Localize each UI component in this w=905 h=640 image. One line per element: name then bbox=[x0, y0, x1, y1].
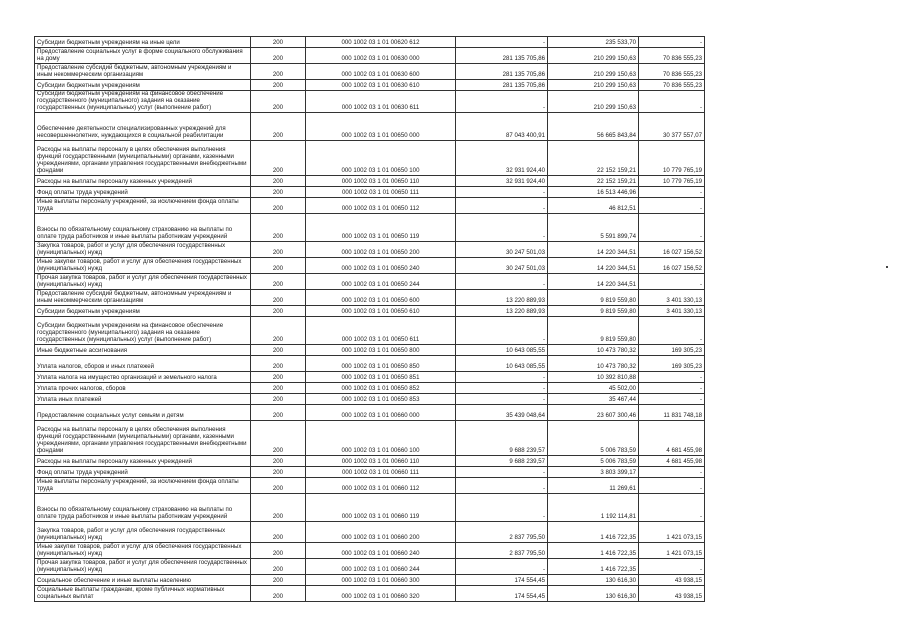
budget-code-cell: 000 1002 03 1 01 00650 000 bbox=[306, 112, 456, 140]
executed-amount-cell: 10 473 780,32 bbox=[548, 344, 639, 355]
executed-amount-cell: 22 152 159,21 bbox=[548, 140, 639, 175]
line-code-cell: 200 bbox=[251, 574, 306, 585]
line-code-cell: 200 bbox=[251, 371, 306, 382]
line-code-cell: 200 bbox=[251, 140, 306, 175]
table-row bbox=[35, 521, 705, 542]
executed-amount-cell: 1 192 114,81 bbox=[548, 493, 639, 521]
table-row bbox=[35, 393, 705, 404]
executed-amount-cell: 9 819 559,80 bbox=[548, 316, 639, 344]
unexecuted-amount-cell: 43 938,15 bbox=[639, 574, 705, 585]
row-name-cell: Субсидии бюджетным учреждениям на финансовое обеспечение государственного (муниципального) задания на оказание государственных (муниципальных) услуг (выполнение работ) bbox=[35, 91, 251, 113]
table-row bbox=[35, 197, 705, 213]
unexecuted-amount-cell: 70 836 555,23 bbox=[639, 80, 705, 91]
row-name-cell: Предоставление субсидий бюджетным, автономным учреждениям и иным некоммерческим организациям bbox=[35, 289, 251, 305]
line-code-cell: 200 bbox=[251, 521, 306, 542]
unexecuted-amount-cell: 1 421 073,15 bbox=[639, 542, 705, 558]
row-name-cell: Уплата прочих налогов, сборов bbox=[35, 382, 251, 393]
row-name-cell: Предоставление социальных услуг в форме социального обслуживания на дому bbox=[35, 48, 251, 64]
executed-amount-cell: 5 591 899,74 bbox=[548, 213, 639, 241]
budget-code-cell: 000 1002 03 1 01 00660 200 bbox=[306, 521, 456, 542]
row-name-cell: Расходы на выплаты персоналу казенных учреждений bbox=[35, 455, 251, 466]
executed-amount-cell: 10 473 780,32 bbox=[548, 355, 639, 371]
approved-amount-cell: 281 135 705,86 bbox=[456, 48, 548, 64]
unexecuted-amount-cell: 70 836 555,23 bbox=[639, 64, 705, 80]
line-code-cell: 200 bbox=[251, 344, 306, 355]
row-name-cell: Иные закупки товаров, работ и услуг для обеспечения государственных (муниципальных) нужд bbox=[35, 542, 251, 558]
approved-amount-cell: - bbox=[456, 466, 548, 477]
budget-code-cell: 000 1002 03 1 01 00650 200 bbox=[306, 241, 456, 257]
row-name-cell: Расходы на выплаты персоналу в целях обеспечения выполнения функций государственными (муниципальными) органами, казенными учреждениями, органами управления государственными внебюджетными фондами bbox=[35, 140, 251, 175]
budget-code-cell: 000 1002 03 1 01 00650 112 bbox=[306, 197, 456, 213]
approved-amount-cell: - bbox=[456, 197, 548, 213]
executed-amount-cell: 130 616,30 bbox=[548, 574, 639, 585]
table-row bbox=[35, 455, 705, 466]
unexecuted-amount-cell: 16 027 156,52 bbox=[639, 257, 705, 273]
unexecuted-amount-cell: - bbox=[639, 493, 705, 521]
row-name-cell: Уплата налога на имущество организаций и земельного налога bbox=[35, 371, 251, 382]
budget-code-cell: 000 1002 03 1 01 00650 119 bbox=[306, 213, 456, 241]
executed-amount-cell: 45 502,00 bbox=[548, 382, 639, 393]
line-code-cell: 200 bbox=[251, 305, 306, 316]
table-row bbox=[35, 37, 705, 48]
table-row bbox=[35, 371, 705, 382]
unexecuted-amount-cell: - bbox=[639, 316, 705, 344]
unexecuted-amount-cell: - bbox=[639, 371, 705, 382]
approved-amount-cell: 2 837 795,50 bbox=[456, 521, 548, 542]
line-code-cell: 200 bbox=[251, 197, 306, 213]
row-name-cell: Прочая закупка товаров, работ и услуг для обеспечения государственных (муниципальных) нужд bbox=[35, 558, 251, 574]
table-row bbox=[35, 574, 705, 585]
budget-code-cell: 000 1002 03 1 01 00630 610 bbox=[306, 80, 456, 91]
row-name-cell: Субсидии бюджетным учреждениям bbox=[35, 305, 251, 316]
row-name-cell: Предоставление субсидий бюджетным, автономным учреждениям и иным некоммерческим организациям bbox=[35, 64, 251, 80]
executed-amount-cell: 16 513 446,96 bbox=[548, 186, 639, 197]
budget-code-cell: 000 1002 03 1 01 00620 612 bbox=[306, 37, 456, 48]
table-row bbox=[35, 466, 705, 477]
approved-amount-cell: 13 220 889,93 bbox=[456, 305, 548, 316]
budget-code-cell: 000 1002 03 1 01 00660 110 bbox=[306, 455, 456, 466]
approved-amount-cell: 32 931 924,40 bbox=[456, 175, 548, 186]
line-code-cell: 200 bbox=[251, 455, 306, 466]
table-row bbox=[35, 493, 705, 521]
approved-amount-cell: - bbox=[456, 558, 548, 574]
table-row bbox=[35, 91, 705, 113]
approved-amount-cell: 30 247 501,03 bbox=[456, 241, 548, 257]
table-row bbox=[35, 175, 705, 186]
budget-code-cell: 000 1002 03 1 01 00630 611 bbox=[306, 91, 456, 113]
table-row bbox=[35, 273, 705, 289]
approved-amount-cell: - bbox=[456, 393, 548, 404]
table-row bbox=[35, 355, 705, 371]
line-code-cell: 200 bbox=[251, 48, 306, 64]
budget-code-cell: 000 1002 03 1 01 00660 320 bbox=[306, 585, 456, 601]
row-name-cell: Закупка товаров, работ и услуг для обеспечения государственных (муниципальных) нужд bbox=[35, 521, 251, 542]
line-code-cell: 200 bbox=[251, 382, 306, 393]
unexecuted-amount-cell: - bbox=[639, 466, 705, 477]
table-row bbox=[35, 186, 705, 197]
executed-amount-cell: 3 803 399,17 bbox=[548, 466, 639, 477]
budget-code-cell: 000 1002 03 1 01 00650 851 bbox=[306, 371, 456, 382]
executed-amount-cell: 210 299 150,63 bbox=[548, 80, 639, 91]
unexecuted-amount-cell: - bbox=[639, 558, 705, 574]
executed-amount-cell: 1 416 722,35 bbox=[548, 521, 639, 542]
unexecuted-amount-cell: - bbox=[639, 37, 705, 48]
row-name-cell: Субсидии бюджетным учреждениям на иные цели bbox=[35, 37, 251, 48]
line-code-cell: 200 bbox=[251, 466, 306, 477]
line-code-cell: 200 bbox=[251, 493, 306, 521]
table-row bbox=[35, 305, 705, 316]
row-name-cell: Социальное обеспечение и иные выплаты населению bbox=[35, 574, 251, 585]
row-name-cell: Фонд оплаты труда учреждений bbox=[35, 466, 251, 477]
approved-amount-cell: - bbox=[456, 371, 548, 382]
approved-amount-cell: 174 554,45 bbox=[456, 574, 548, 585]
budget-code-cell: 000 1002 03 1 01 00650 800 bbox=[306, 344, 456, 355]
unexecuted-amount-cell: 30 377 557,07 bbox=[639, 112, 705, 140]
line-code-cell: 200 bbox=[251, 257, 306, 273]
executed-amount-cell: 235 533,70 bbox=[548, 37, 639, 48]
table-row bbox=[35, 213, 705, 241]
approved-amount-cell: 174 554,45 bbox=[456, 585, 548, 601]
approved-amount-cell: 35 439 048,64 bbox=[456, 404, 548, 420]
approved-amount-cell: 9 688 239,57 bbox=[456, 455, 548, 466]
line-code-cell: 200 bbox=[251, 558, 306, 574]
budget-code-cell: 000 1002 03 1 01 00660 244 bbox=[306, 558, 456, 574]
executed-amount-cell: 46 812,51 bbox=[548, 197, 639, 213]
unexecuted-amount-cell: 70 836 555,23 bbox=[639, 48, 705, 64]
row-name-cell: Иные выплаты персоналу учреждений, за исключением фонда оплаты труда bbox=[35, 477, 251, 493]
line-code-cell: 200 bbox=[251, 213, 306, 241]
approved-amount-cell: 9 688 239,57 bbox=[456, 420, 548, 455]
table-row bbox=[35, 257, 705, 273]
row-name-cell: Предоставление социальных услуг семьям и детям bbox=[35, 404, 251, 420]
budget-code-cell: 000 1002 03 1 01 00650 600 bbox=[306, 289, 456, 305]
budget-code-cell: 000 1002 03 1 01 00650 240 bbox=[306, 257, 456, 273]
row-name-cell: Социальные выплаты гражданам, кроме публичных нормативных социальных выплат bbox=[35, 585, 251, 601]
line-code-cell: 200 bbox=[251, 420, 306, 455]
approved-amount-cell: 10 643 085,55 bbox=[456, 355, 548, 371]
budget-code-cell: 000 1002 03 1 01 00650 852 bbox=[306, 382, 456, 393]
executed-amount-cell: 9 819 559,80 bbox=[548, 305, 639, 316]
row-name-cell: Фонд оплаты труда учреждений bbox=[35, 186, 251, 197]
approved-amount-cell: 30 247 501,03 bbox=[456, 257, 548, 273]
scan-speck bbox=[886, 266, 888, 268]
line-code-cell: 200 bbox=[251, 273, 306, 289]
executed-amount-cell: 10 392 810,88 bbox=[548, 371, 639, 382]
approved-amount-cell: - bbox=[456, 213, 548, 241]
budget-code-cell: 000 1002 03 1 01 00650 610 bbox=[306, 305, 456, 316]
executed-amount-cell: 1 416 722,35 bbox=[548, 542, 639, 558]
approved-amount-cell: 2 837 795,50 bbox=[456, 542, 548, 558]
unexecuted-amount-cell: 3 401 330,13 bbox=[639, 305, 705, 316]
unexecuted-amount-cell: 4 681 455,98 bbox=[639, 455, 705, 466]
executed-amount-cell: 22 152 159,21 bbox=[548, 175, 639, 186]
budget-code-cell: 000 1002 03 1 01 00650 850 bbox=[306, 355, 456, 371]
budget-code-cell: 000 1002 03 1 01 00660 119 bbox=[306, 493, 456, 521]
table-row bbox=[35, 542, 705, 558]
approved-amount-cell: - bbox=[456, 477, 548, 493]
row-name-cell: Взносы по обязательному социальному страхованию на выплаты по оплате труда работников и иные выплаты работникам учреждений bbox=[35, 493, 251, 521]
executed-amount-cell: 56 665 843,84 bbox=[548, 112, 639, 140]
budget-execution-table bbox=[34, 36, 705, 602]
row-name-cell: Взносы по обязательному социальному страхованию на выплаты по оплате труда работников и иные выплаты работникам учреждений bbox=[35, 213, 251, 241]
line-code-cell: 200 bbox=[251, 186, 306, 197]
table-row bbox=[35, 289, 705, 305]
unexecuted-amount-cell: 169 305,23 bbox=[639, 355, 705, 371]
table-row bbox=[35, 80, 705, 91]
line-code-cell: 200 bbox=[251, 64, 306, 80]
table-row bbox=[35, 64, 705, 80]
unexecuted-amount-cell: 1 421 073,15 bbox=[639, 521, 705, 542]
line-code-cell: 200 bbox=[251, 91, 306, 113]
budget-code-cell: 000 1002 03 1 01 00650 611 bbox=[306, 316, 456, 344]
budget-code-cell: 000 1002 03 1 01 00630 600 bbox=[306, 64, 456, 80]
unexecuted-amount-cell: - bbox=[639, 91, 705, 113]
unexecuted-amount-cell: 4 681 455,98 bbox=[639, 420, 705, 455]
unexecuted-amount-cell: 3 401 330,13 bbox=[639, 289, 705, 305]
table-row bbox=[35, 316, 705, 344]
approved-amount-cell: 281 135 705,86 bbox=[456, 80, 548, 91]
executed-amount-cell: 1 416 722,35 bbox=[548, 558, 639, 574]
budget-code-cell: 000 1002 03 1 01 00630 000 bbox=[306, 48, 456, 64]
budget-code-cell: 000 1002 03 1 01 00660 300 bbox=[306, 574, 456, 585]
executed-amount-cell: 130 616,30 bbox=[548, 585, 639, 601]
budget-code-cell: 000 1002 03 1 01 00650 111 bbox=[306, 186, 456, 197]
line-code-cell: 200 bbox=[251, 316, 306, 344]
executed-amount-cell: 5 006 783,59 bbox=[548, 455, 639, 466]
line-code-cell: 200 bbox=[251, 241, 306, 257]
approved-amount-cell: - bbox=[456, 382, 548, 393]
row-name-cell: Закупка товаров, работ и услуг для обеспечения государственных (муниципальных) нужд bbox=[35, 241, 251, 257]
approved-amount-cell: - bbox=[456, 186, 548, 197]
row-name-cell: Прочая закупка товаров, работ и услуг для обеспечения государственных (муниципальных) нужд bbox=[35, 273, 251, 289]
budget-code-cell: 000 1002 03 1 01 00660 000 bbox=[306, 404, 456, 420]
budget-code-cell: 000 1002 03 1 01 00650 853 bbox=[306, 393, 456, 404]
unexecuted-amount-cell: - bbox=[639, 273, 705, 289]
executed-amount-cell: 5 006 783,59 bbox=[548, 420, 639, 455]
approved-amount-cell: - bbox=[456, 273, 548, 289]
unexecuted-amount-cell: - bbox=[639, 393, 705, 404]
line-code-cell: 200 bbox=[251, 393, 306, 404]
approved-amount-cell: 13 220 889,93 bbox=[456, 289, 548, 305]
table-row bbox=[35, 404, 705, 420]
row-name-cell: Расходы на выплаты персоналу казенных учреждений bbox=[35, 175, 251, 186]
unexecuted-amount-cell: 11 831 748,18 bbox=[639, 404, 705, 420]
row-name-cell: Иные бюджетные ассигнования bbox=[35, 344, 251, 355]
unexecuted-amount-cell: - bbox=[639, 186, 705, 197]
unexecuted-amount-cell: 10 779 765,19 bbox=[639, 175, 705, 186]
table-row bbox=[35, 344, 705, 355]
unexecuted-amount-cell: 43 938,15 bbox=[639, 585, 705, 601]
unexecuted-amount-cell: 169 305,23 bbox=[639, 344, 705, 355]
line-code-cell: 200 bbox=[251, 477, 306, 493]
table-row bbox=[35, 420, 705, 455]
unexecuted-amount-cell: - bbox=[639, 197, 705, 213]
row-name-cell: Уплата иных платежей bbox=[35, 393, 251, 404]
table-row bbox=[35, 382, 705, 393]
executed-amount-cell: 35 467,44 bbox=[548, 393, 639, 404]
approved-amount-cell: - bbox=[456, 37, 548, 48]
executed-amount-cell: 11 269,61 bbox=[548, 477, 639, 493]
row-name-cell: Обеспечение деятельности специализированных учреждений для несовершеннолетних, нуждающихся в социальной реабилитации bbox=[35, 112, 251, 140]
row-name-cell: Субсидии бюджетным учреждениям bbox=[35, 80, 251, 91]
table-row bbox=[35, 585, 705, 601]
approved-amount-cell: - bbox=[456, 316, 548, 344]
line-code-cell: 200 bbox=[251, 355, 306, 371]
unexecuted-amount-cell: - bbox=[639, 477, 705, 493]
table-body bbox=[35, 37, 705, 602]
row-name-cell: Уплата налогов, сборов и иных платежей bbox=[35, 355, 251, 371]
budget-code-cell: 000 1002 03 1 01 00650 244 bbox=[306, 273, 456, 289]
line-code-cell: 200 bbox=[251, 80, 306, 91]
unexecuted-amount-cell: - bbox=[639, 213, 705, 241]
budget-code-cell: 000 1002 03 1 01 00660 111 bbox=[306, 466, 456, 477]
table-row bbox=[35, 112, 705, 140]
executed-amount-cell: 14 220 344,51 bbox=[548, 273, 639, 289]
approved-amount-cell: - bbox=[456, 493, 548, 521]
unexecuted-amount-cell: - bbox=[639, 382, 705, 393]
executed-amount-cell: 210 299 150,63 bbox=[548, 48, 639, 64]
budget-code-cell: 000 1002 03 1 01 00650 100 bbox=[306, 140, 456, 175]
table-row bbox=[35, 241, 705, 257]
table-row bbox=[35, 140, 705, 175]
line-code-cell: 200 bbox=[251, 585, 306, 601]
row-name-cell: Иные выплаты персоналу учреждений, за исключением фонда оплаты труда bbox=[35, 197, 251, 213]
line-code-cell: 200 bbox=[251, 37, 306, 48]
approved-amount-cell: - bbox=[456, 91, 548, 113]
line-code-cell: 200 bbox=[251, 112, 306, 140]
unexecuted-amount-cell: 10 779 765,19 bbox=[639, 140, 705, 175]
approved-amount-cell: 281 135 705,86 bbox=[456, 64, 548, 80]
approved-amount-cell: 87 043 400,91 bbox=[456, 112, 548, 140]
row-name-cell: Расходы на выплаты персоналу в целях обеспечения выполнения функций государственными (муниципальными) органами, казенными учреждениями, органами управления государственными внебюджетными фондами bbox=[35, 420, 251, 455]
executed-amount-cell: 23 607 300,46 bbox=[548, 404, 639, 420]
table-row bbox=[35, 48, 705, 64]
budget-code-cell: 000 1002 03 1 01 00650 110 bbox=[306, 175, 456, 186]
executed-amount-cell: 210 299 150,63 bbox=[548, 64, 639, 80]
row-name-cell: Субсидии бюджетным учреждениям на финансовое обеспечение государственного (муниципального) задания на оказание государственных (муниципальных) услуг (выполнение работ) bbox=[35, 316, 251, 344]
executed-amount-cell: 210 299 150,63 bbox=[548, 91, 639, 113]
table-row bbox=[35, 477, 705, 493]
approved-amount-cell: 10 643 085,55 bbox=[456, 344, 548, 355]
unexecuted-amount-cell: 16 027 156,52 bbox=[639, 241, 705, 257]
executed-amount-cell: 14 220 344,51 bbox=[548, 241, 639, 257]
line-code-cell: 200 bbox=[251, 175, 306, 186]
budget-code-cell: 000 1002 03 1 01 00660 112 bbox=[306, 477, 456, 493]
executed-amount-cell: 14 220 344,51 bbox=[548, 257, 639, 273]
budget-code-cell: 000 1002 03 1 01 00660 100 bbox=[306, 420, 456, 455]
executed-amount-cell: 9 819 559,80 bbox=[548, 289, 639, 305]
line-code-cell: 200 bbox=[251, 289, 306, 305]
line-code-cell: 200 bbox=[251, 404, 306, 420]
budget-code-cell: 000 1002 03 1 01 00660 240 bbox=[306, 542, 456, 558]
table-row bbox=[35, 558, 705, 574]
approved-amount-cell: 32 931 924,40 bbox=[456, 140, 548, 175]
line-code-cell: 200 bbox=[251, 542, 306, 558]
row-name-cell: Иные закупки товаров, работ и услуг для обеспечения государственных (муниципальных) нужд bbox=[35, 257, 251, 273]
